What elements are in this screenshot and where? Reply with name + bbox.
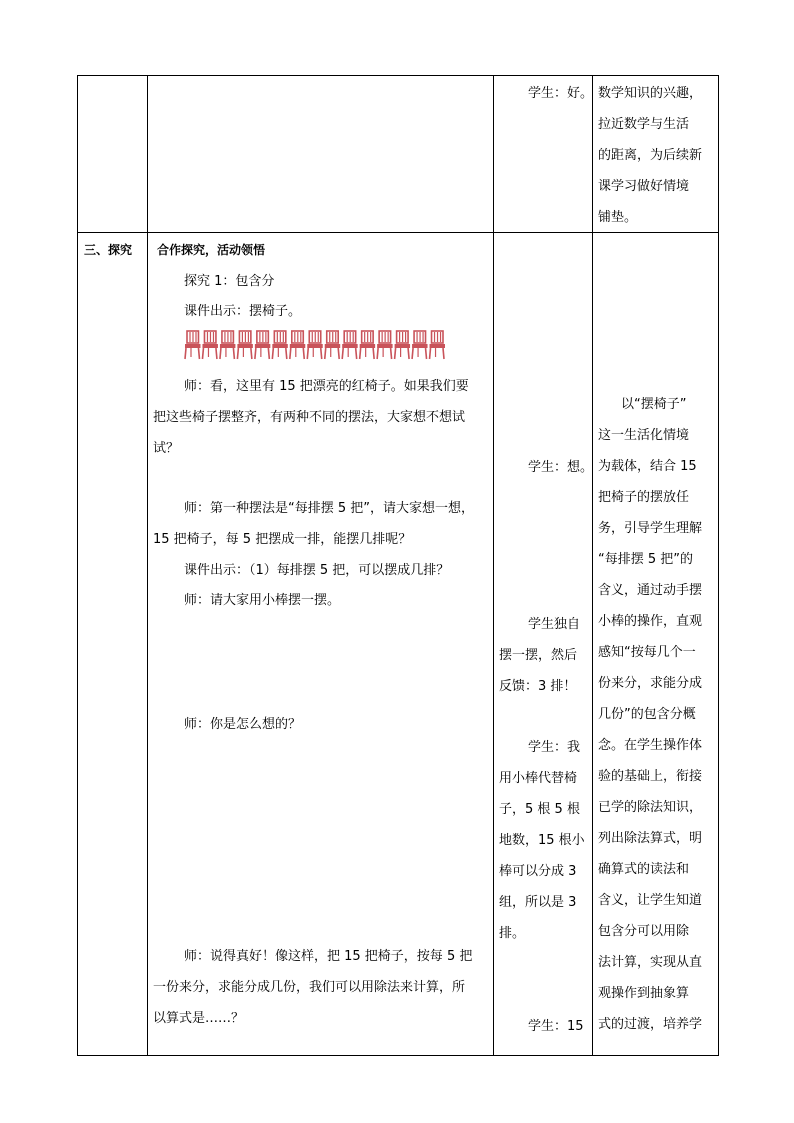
table-row <box>78 233 719 1056</box>
design-line: 小棒的操作，直观 <box>598 614 703 629</box>
chair-icon <box>202 331 217 359</box>
text-line: 棒可以分成 3 <box>499 864 577 879</box>
design-line: 这一生活化情境 <box>598 428 690 443</box>
text-line: 师：看，这里有 15 把漂亮的红椅子。如果我们要 <box>184 379 469 394</box>
design-line: 份来分，求能分成 <box>598 676 703 691</box>
design-line: 感知“按每几个一 <box>598 645 696 660</box>
chair-icon <box>360 331 375 359</box>
student-activity-cell <box>494 76 593 233</box>
design-line: 几份”的包含分概 <box>598 707 696 722</box>
section-heading: 合作探究，活动领悟 <box>157 243 266 257</box>
student-reply: 学生：好。 <box>528 86 594 101</box>
text-line: 用小棒代替椅 <box>499 771 578 786</box>
design-line: 观操作到抽象算 <box>598 986 690 1001</box>
design-line: 课学习做好情境 <box>598 179 690 194</box>
text-line: 反馈：3 排！ <box>499 679 577 694</box>
teacher-activity-cell <box>148 233 494 1056</box>
text-line: 学生独自 <box>528 617 581 632</box>
design-line: 把椅子的摆放任 <box>598 490 690 505</box>
courseware-text: 课件出示：（1）每排摆 5 把，可以摆成几排？ <box>184 563 450 578</box>
text-line: 以算式是……？ <box>153 1011 245 1026</box>
explore-title: 探究 1：包含分 <box>184 274 275 289</box>
chair-icon <box>255 331 270 359</box>
design-intent-cell <box>593 233 719 1056</box>
student-activity-cell <box>494 233 593 1056</box>
design-line: 的距离，为后续新 <box>598 148 703 163</box>
chair-icon <box>220 331 235 359</box>
design-line: 念。在学生操作体 <box>598 738 703 753</box>
text-line: 子，5 根 5 根 <box>499 802 580 817</box>
chair-icon <box>412 331 427 359</box>
student-reply: 学生：15 <box>528 1019 584 1034</box>
text-line: 15 把椅子，每 5 把摆成一排，能摆几排呢？ <box>153 532 412 547</box>
chair-icon <box>185 331 200 359</box>
text-line: 摆一摆，然后 <box>499 648 578 663</box>
design-line: 数学知识的兴趣， <box>598 86 703 101</box>
design-line: 已学的除法知识， <box>598 800 703 815</box>
stage-label: 三、探究 <box>84 243 133 257</box>
design-intent-text <box>593 233 718 1055</box>
chair-icon <box>290 331 305 359</box>
courseware-text: 课件出示：摆椅子。 <box>184 304 302 319</box>
chair-icon <box>237 331 252 359</box>
text-line: 师：说得真好！像这样，把 15 把椅子，按每 5 把 <box>184 949 473 964</box>
design-line: 拉近数学与生活 <box>598 117 690 132</box>
design-intent-text <box>593 76 718 232</box>
text-line: 学生：我 <box>528 740 581 755</box>
design-line: 含义，通过动手摆 <box>598 583 703 598</box>
text-line: 组，所以是 3 <box>499 895 577 910</box>
student-reply: 学生：想。 <box>528 460 594 475</box>
text-line: 一份来分，求能分成几份，我们可以用除法来计算，所 <box>153 980 466 995</box>
design-line: 以“摆椅子” <box>621 397 687 412</box>
text-line: 排。 <box>499 926 526 941</box>
design-line: 确算式的读法和 <box>598 862 690 877</box>
design-line: 式的过渡，培养学 <box>598 1017 703 1032</box>
chair-icon <box>272 331 287 359</box>
design-intent-cell <box>593 76 719 233</box>
teacher-paragraph: 师：请大家用小棒摆一摆。 <box>184 593 341 608</box>
design-line: “每排摆 5 把”的 <box>598 552 694 567</box>
design-line: 含义，让学生知道 <box>598 893 703 908</box>
stage-cell <box>78 76 148 233</box>
chairs-image <box>184 329 446 361</box>
text-line: 师：第一种摆法是“每排摆 5 把”，请大家想一想， <box>184 501 475 516</box>
chair-icon <box>307 331 322 359</box>
design-line: 为载体，结合 15 <box>598 459 697 474</box>
text-line: 试？ <box>153 441 180 456</box>
design-line: 验的基础上，衔接 <box>598 769 703 784</box>
teacher-activity-cell <box>148 76 494 233</box>
design-line: 法计算，实现从直 <box>598 955 703 970</box>
design-line: 务，引导学生理解 <box>598 521 703 536</box>
design-line: 列出除法算式，明 <box>598 831 703 846</box>
stage-cell <box>78 233 148 1056</box>
text-line: 把这些椅子摆整齐，有两种不同的摆法，大家想不想试 <box>153 410 466 425</box>
chair-icon <box>395 331 410 359</box>
chair-icon <box>342 331 357 359</box>
design-line: 铺垫。 <box>598 210 638 225</box>
lesson-plan-table <box>77 75 719 1056</box>
design-line: 包含分可以用除 <box>598 924 690 939</box>
chair-icon <box>430 331 445 359</box>
chair-icon <box>325 331 340 359</box>
table-row <box>78 76 719 233</box>
chair-icon <box>377 331 392 359</box>
teacher-paragraph: 师：你是怎么想的？ <box>184 717 302 732</box>
text-line: 地数，15 根小 <box>499 833 585 848</box>
